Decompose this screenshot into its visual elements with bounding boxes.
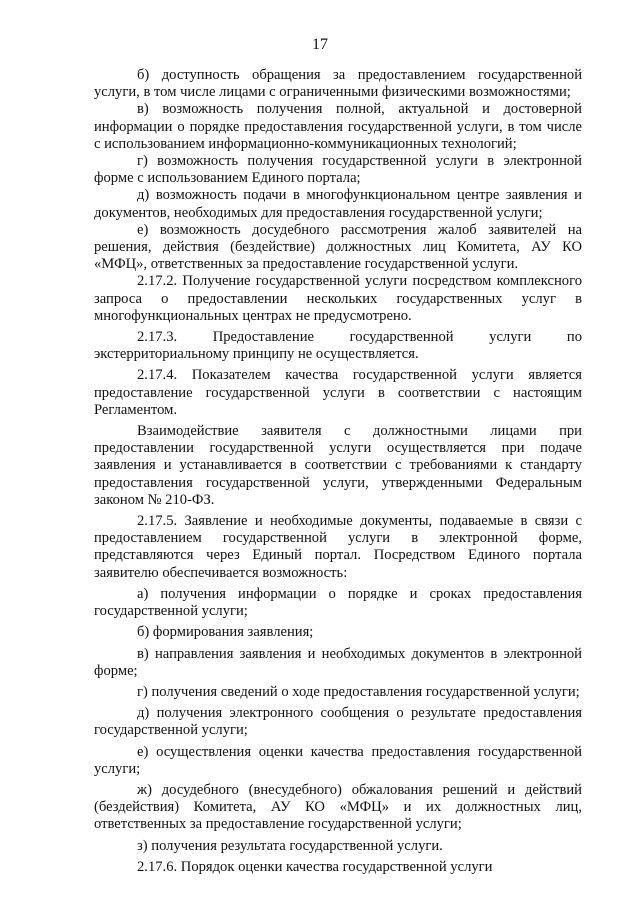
paragraph: е) возможность досудебного рассмотрения жалоб заявителей на решения, действия (бездействие) должностных лиц Комитета, АУ КО «МФЦ», ответственных за предоставление государственной услуги. xyxy=(94,221,582,273)
paragraph: ж) досудебного (внесудебного) обжалования решений и действий (бездействия) Комитета, АУ КО «МФЦ» и их должностных лиц, ответственных за предоставление государственной услуги; xyxy=(94,781,582,833)
paragraph: б) доступность обращения за предоставлением государственной услуги, в том числе лицами с ограниченными физическими возможностями; xyxy=(94,67,582,101)
paragraph: е) осуществления оценки качества предоставления государственной услуги; xyxy=(94,743,582,777)
paragraph: з) получения результата государственной услуги. xyxy=(137,837,443,854)
paragraph: 2.17.3. Предоставление государственной услуги по экстерриториальному принципу не осуществляется. xyxy=(94,329,582,363)
paragraph: а) получения информации о порядке и сроках предоставления государственной услуги; xyxy=(94,585,582,620)
paragraph: г) возможность получения государственной услуги в электронной форме с использованием Единого портала; xyxy=(94,153,582,187)
paragraph: 2.17.2. Получение государственной услуги посредством комплексного запроса о предоставлении нескольких государственных услуг в многофункциональных центрах не предусмотрено. xyxy=(94,273,582,324)
paragraph: б) формирования заявления; xyxy=(137,624,314,641)
paragraph: д) получения электронного сообщения о результате предоставления государственной услуги; xyxy=(94,705,582,739)
paragraph: 2.17.5. Заявление и необходимые документы, подаваемые в связи с предоставлением государственной услуги в электронной форме, представляются через Единый портал. Посредством Единого портала заявителю обеспечивается возможность: xyxy=(94,513,582,581)
paragraph: Взаимодействие заявителя с должностными лицами при предоставлении государственной услуги осуществляется при подаче заявления и устанавливается в соответствии с требованиями к стандарту предоставления государственной услуги, утвержденными Федеральным законом № 210-ФЗ. xyxy=(94,423,582,508)
paragraph: д) возможность подачи в многофункциональном центре заявления и документов, необходимых для предоставления государственной услуги; xyxy=(94,187,582,221)
paragraph: 2.17.4. Показателем качества государственной услуги является предоставление государственной услуги в соответствии с настоящим Регламентом. xyxy=(94,367,582,418)
document-body xyxy=(94,67,582,876)
paragraph: г) получения сведений о ходе предоставления государственной услуги; xyxy=(137,683,580,700)
paragraph: 2.17.6. Порядок оценки качества государственной услуги xyxy=(137,858,493,875)
paragraph: в) возможность получения полной, актуальной и достоверной информации о порядке предоставления государственной услуги, в том числе с использованием информационно-коммуникационных технологий; xyxy=(94,101,582,152)
paragraph: в) направления заявления и необходимых документов в электронной форме; xyxy=(94,645,582,679)
page-number: 17 xyxy=(312,36,328,53)
